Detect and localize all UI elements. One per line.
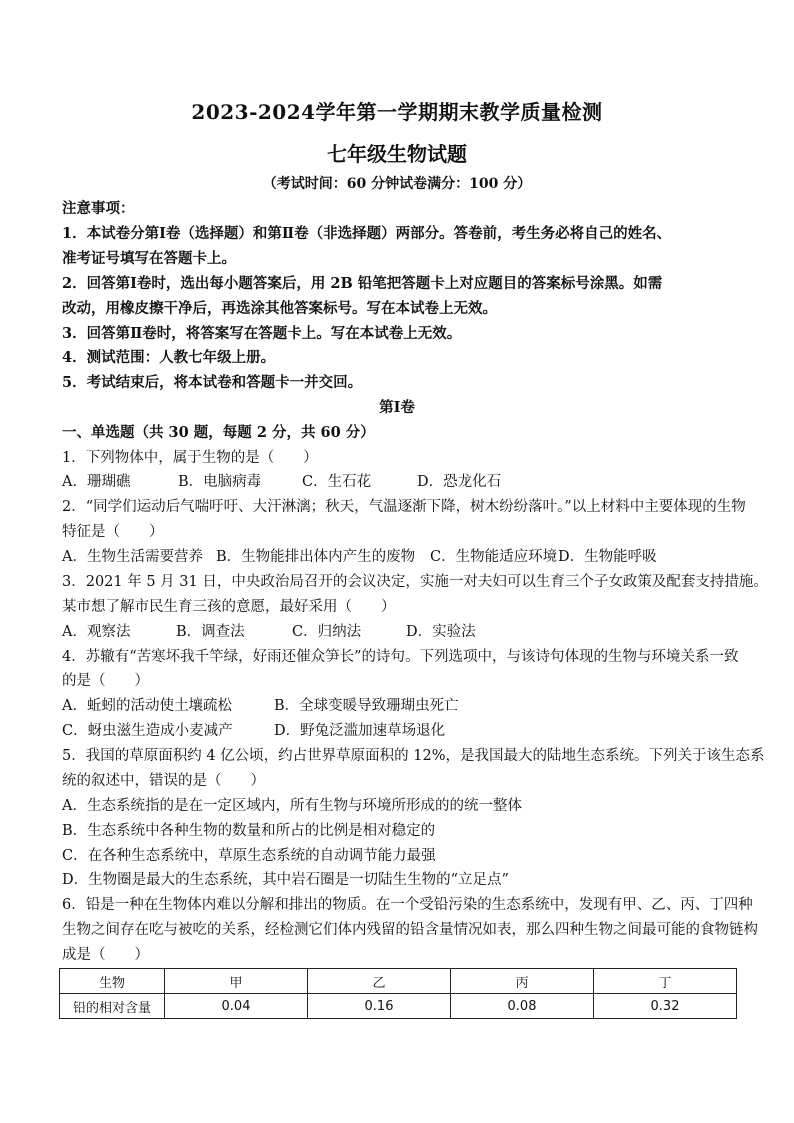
note-line: 2．回答第Ⅰ卷时，选出每小题答案后，用 2B 铅笔把答题卡上对应题目的答案标号涂黑。如需 bbox=[62, 275, 663, 292]
table-cell: 丁 bbox=[594, 969, 737, 994]
table-cell: 0.32 bbox=[594, 994, 737, 1019]
exam-title: 2023-2024学年第一学期期末教学质量检测 bbox=[191, 100, 603, 124]
lead-content-table bbox=[59, 968, 737, 1019]
option: D．野兔泛滥加速草场退化 bbox=[274, 723, 446, 739]
question-stem: 的是（ ） bbox=[62, 673, 149, 689]
question-options bbox=[62, 547, 742, 567]
option: A．珊瑚礁 bbox=[62, 474, 131, 490]
option: A．生物生活需要营养 bbox=[62, 549, 203, 565]
note-line: 5．考试结束后，将本试卷和答题卡一并交回。 bbox=[62, 374, 363, 391]
table-cell: 0.04 bbox=[165, 994, 308, 1019]
section-heading: 一、单选题（共 30 题，每题 2 分，共 60 分） bbox=[62, 424, 375, 441]
table-cell: 丙 bbox=[451, 969, 594, 994]
table-cell: 生物 bbox=[60, 969, 165, 994]
question-stem: 2．“同学们运动后气喘吁吁、大汗淋漓；秋天，气温逐渐下降，树木纷纷落叶。”以上材料中主要体现的生物 bbox=[62, 499, 746, 515]
question-stem: 5．我国的草原面积约 4 亿公顷，约占世界草原面积的 12%，是我国最大的陆地生态系统。下列关于该生态系 bbox=[62, 748, 765, 764]
table-cell: 0.16 bbox=[308, 994, 451, 1019]
question-options bbox=[62, 721, 742, 741]
exam-info: （考试时间：60 分钟试卷满分：100 分） bbox=[262, 176, 532, 192]
option: B．全球变暖导致珊瑚虫死亡 bbox=[274, 698, 459, 714]
question-stem: 3．2021 年 5 月 31 日，中央政治局召开的会议决定，实施一对夫妇可以生育三个子女政策及配套支持措施。 bbox=[62, 574, 768, 590]
question-stem: 特征是（ ） bbox=[62, 524, 164, 540]
question-stem: 成是（ ） bbox=[62, 947, 149, 963]
option: A．蚯蚓的活动使土壤疏松 bbox=[62, 698, 232, 714]
question-stem: 6．铅是一种在生物体内难以分解和排出的物质。在一个受铅污染的生态系统中，发现有甲、乙、丙、丁四种 bbox=[62, 897, 753, 913]
part-title: 第Ⅰ卷 bbox=[379, 399, 415, 416]
note-line: 3．回答第Ⅱ卷时，将答案写在答题卡上。写在本试卷上无效。 bbox=[62, 325, 462, 342]
table-cell: 乙 bbox=[308, 969, 451, 994]
option: B．生态系统中各种生物的数量和所占的比例是相对稳定的 bbox=[62, 823, 436, 839]
note-line: 1．本试卷分第Ⅰ卷（选择题）和第Ⅱ卷（非选择题）两部分。答卷前，考生务必将自己的姓名、 bbox=[62, 225, 672, 242]
option: D．生物圈是最大的生态系统，其中岩石圈是一切陆生生物的“立足点” bbox=[62, 872, 509, 888]
option: D．恐龙化石 bbox=[417, 474, 502, 490]
option: B．电脑病毒 bbox=[178, 474, 262, 490]
option: D．实验法 bbox=[406, 624, 476, 640]
question-stem: 某市想了解市民生育三孩的意愿，最好采用（ ） bbox=[62, 599, 396, 615]
option: B．调查法 bbox=[176, 624, 245, 640]
option: B．生物能排出体内产生的废物 bbox=[216, 549, 416, 565]
table-row bbox=[60, 994, 737, 1019]
option: C．生物能适应环境 bbox=[430, 549, 558, 565]
question-options bbox=[62, 696, 742, 716]
option: A．观察法 bbox=[62, 624, 131, 640]
option: C．蚜虫滋生造成小麦减产 bbox=[62, 723, 233, 739]
question-stem: 1．下列物体中，属于生物的是（ ） bbox=[62, 450, 318, 466]
question-options bbox=[62, 472, 742, 492]
table-cell: 甲 bbox=[165, 969, 308, 994]
exam-subtitle: 七年级生物试题 bbox=[327, 142, 467, 166]
table-cell: 0.08 bbox=[451, 994, 594, 1019]
option: C．归纳法 bbox=[292, 624, 362, 640]
question-stem: 生物之间存在吃与被吃的关系，经检测它们体内残留的铅含量情况如表，那么四种生物之间最可能的食物链构 bbox=[62, 922, 758, 938]
question-options bbox=[62, 622, 742, 642]
table-row bbox=[60, 969, 737, 994]
question-stem: 统的叙述中，错误的是（ ） bbox=[62, 773, 265, 789]
note-line: 4．测试范围：人教七年级上册。 bbox=[62, 349, 276, 366]
option: A．生态系统指的是在一定区域内，所有生物与环境所形成的的统一整体 bbox=[62, 798, 522, 814]
option: D．生物能呼吸 bbox=[558, 549, 657, 565]
option: C．在各种生态系统中，草原生态系统的自动调节能力最强 bbox=[62, 848, 436, 864]
table-cell: 铅的相对含量 bbox=[60, 994, 165, 1019]
note-line: 改动，用橡皮擦干净后，再选涂其他答案标号。写在本试卷上无效。 bbox=[62, 300, 497, 317]
question-stem: 4．苏辙有“苦寒坏我千竿绿，好雨还催众笋长”的诗句。下列选项中，与该诗句体现的生物与环境关系一致 bbox=[62, 649, 739, 665]
note-line: 准考证号填写在答题卡上。 bbox=[62, 250, 236, 267]
option: C．生石花 bbox=[302, 474, 372, 490]
notes-heading: 注意事项： bbox=[62, 200, 135, 217]
